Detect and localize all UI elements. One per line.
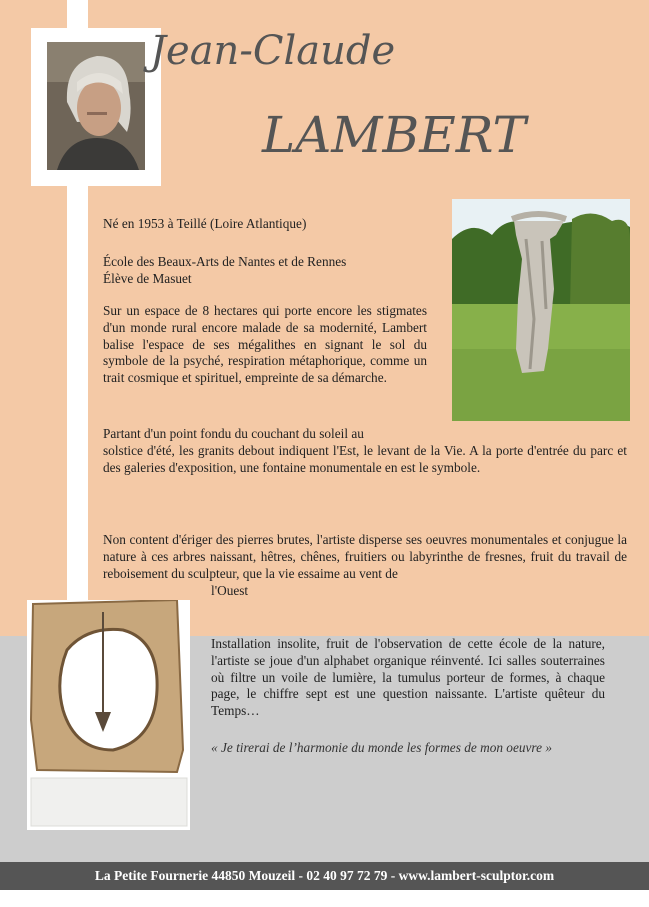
artist-portrait [47,42,145,170]
portrait-frame [31,28,161,186]
sculpture-field-photo [452,199,630,421]
artist-quote: « Je tirerai de l’harmonie du monde les formes de mon oeuvre » [211,740,552,755]
paragraph-sun: solstice d'été, les granits debout indiquent l'Est, le levant de la Vie. A la porte d'entrée du parc et des galeries d'exposition, une fontaine monumentale en est le symbole. [103,443,627,475]
last-name: LAMBERT [262,106,526,164]
school-line-1: École des Beaux-Arts de Nantes et de Rennes [103,254,347,269]
first-name: Jean-Claude [150,28,396,74]
footer-contact: La Petite Fournerie 44850 Mouzeil - 02 40 97 72 79 - www.lambert-sculptor.com [0,862,649,890]
wood-sculpture-photo [27,600,190,830]
paragraph-trees-end: l'Ouest [211,583,249,598]
birth-line: Né en 1953 à Teillé (Loire Atlantique) [103,216,307,231]
paragraph-trees: Non content d'ériger des pierres brutes, l'artiste disperse ses oeuvres monumentales et conjugue la nature à ces arbres naissant, hêtres, chênes, fruitiers ou labyrinthe de fresnes, fruit du travail de reboisement du sculpteur, que la vie essaime au vent de [103,532,627,581]
school-line-2: Élève de Masuet [103,271,192,286]
paragraph-installation: Installation insolite, fruit de l'observation de cette école de la nature, l'artiste se joue d'un alphabet organique réinventé. Ici salles souterraines où filtre un voile de lumière, la tumulus porteur de formes, à chaque page, le chiffre sept est une question naissante. L'artiste quêteur du Temps… [211,636,605,719]
paragraph-sun-line1: Partant d'un point fondu du couchant du soleil au [103,426,364,441]
paragraph-megaliths: Sur un espace de 8 hectares qui porte encore les stigmates d'un monde rural encore malade de sa modernité, Lambert balise l'espace de ses mégalithes en signant le sol du symbole de la psyché, respiration métaphorique, comme un trait cosmique et spirituel, empreinte de sa démarche. [103,303,427,386]
